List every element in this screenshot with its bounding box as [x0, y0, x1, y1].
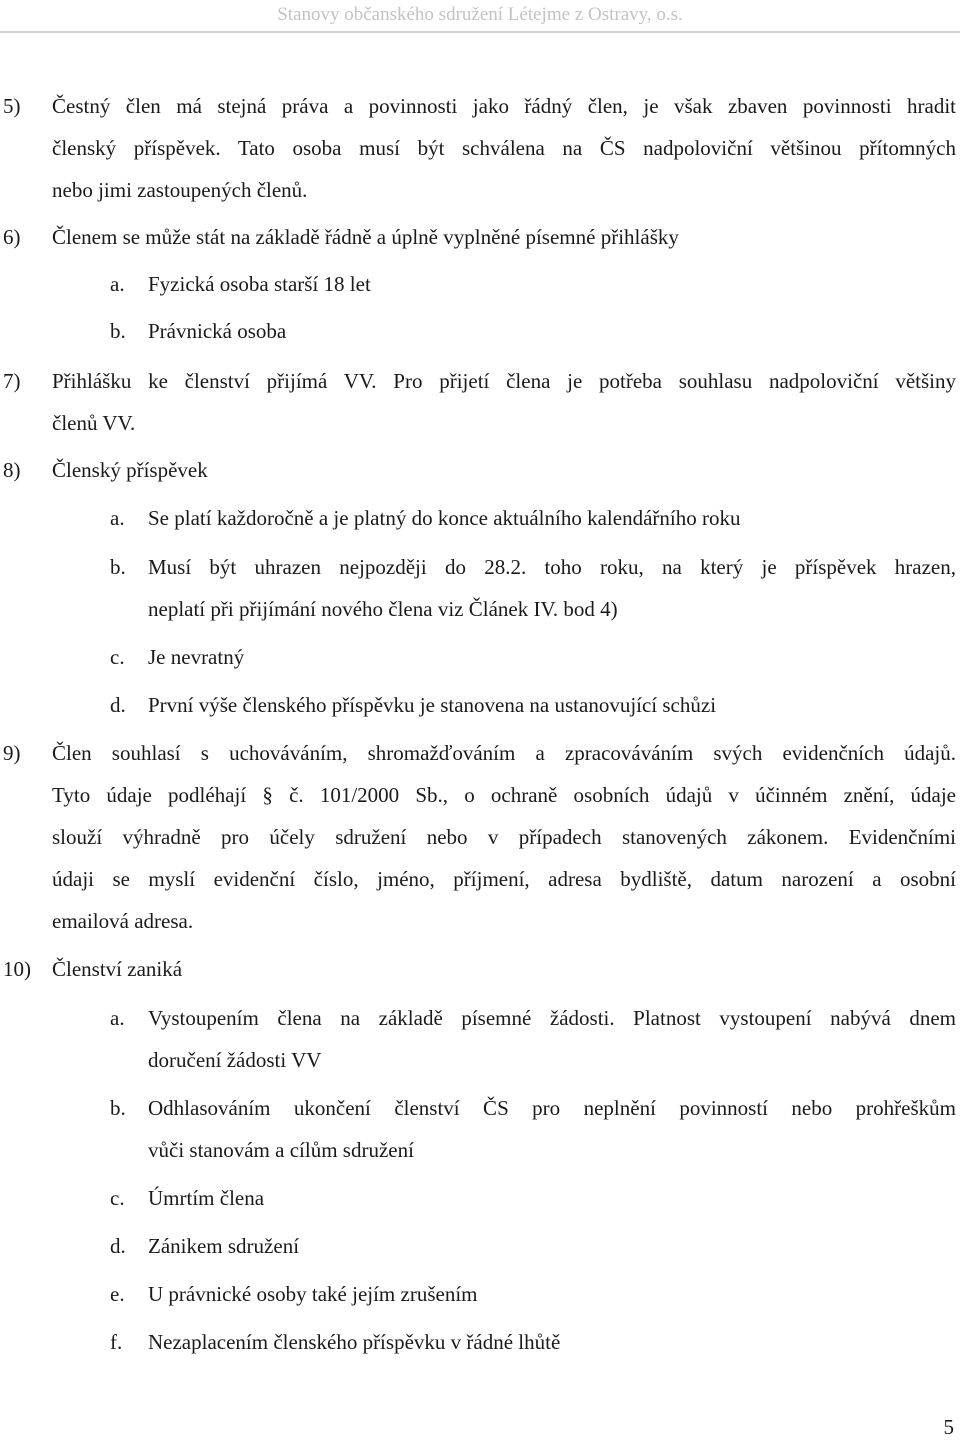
item-text: Členem se může stát na základě řádně a úplně vyplněné písemné přihlášky [52, 225, 679, 249]
text-line: Musí být uhrazen nejpozději do 28.2. toho roku, na který je příspěvek hrazen, [148, 555, 956, 579]
sub-item-text: Úmrtím člena [148, 1186, 265, 1210]
running-header: Stanovy občanského sdružení Létejme z Ostravy, o.s. [277, 4, 683, 25]
sub-item-text: Nezaplacením členského příspěvku v řádné lhůtě [148, 1330, 561, 1354]
sub-item-label: d. [110, 1234, 126, 1258]
sub-item-text [148, 546, 956, 630]
item-text: Členský příspěvek [52, 458, 208, 482]
item-number: 5) [3, 94, 21, 118]
sub-item-text [148, 997, 956, 1081]
text-line: Tyto údaje podléhají § č. 101/2000 Sb., o ochraně osobních údajů v účinném znění, údaje [52, 783, 956, 807]
text-line: neplatí při přijímání nového člena viz Článek IV. bod 4) [148, 597, 618, 621]
header-rule [0, 31, 960, 33]
text-line: Člen souhlasí s uchováváním, shromažďováním a zpracováváním svých evidenčních údajů. [52, 741, 956, 765]
sub-item-text: U právnické osoby také jejím zrušením [148, 1282, 478, 1306]
text-line: emailová adresa. [52, 909, 194, 933]
item-number: 6) [3, 225, 21, 249]
text-line: nebo jimi zastoupených členů. [52, 178, 308, 202]
page-number: 5 [943, 1415, 954, 1439]
sub-item-text: První výše členského příspěvku je stanovena na ustanovující schůzi [148, 693, 717, 717]
sub-item-text: Se platí každoročně a je platný do konce aktuálního kalendářního roku [148, 506, 741, 530]
sub-item-label: c. [110, 645, 125, 669]
item-number: 7) [3, 369, 21, 393]
sub-item-label: f. [110, 1330, 123, 1354]
sub-item-label: c. [110, 1186, 125, 1210]
sub-item-label: b. [110, 555, 126, 579]
item-number: 8) [3, 458, 21, 482]
item-number: 9) [3, 741, 21, 765]
item-number: 10) [3, 957, 31, 981]
text-line: vůči stanovám a cílům sdružení [148, 1138, 414, 1162]
text-line: doručení žádosti VV [148, 1048, 322, 1072]
sub-item-text [148, 1087, 956, 1171]
text-line: členů VV. [52, 411, 136, 435]
text-line: Čestný člen má stejná práva a povinnosti jako řádný člen, je však zbaven povinnosti hradit [52, 94, 956, 118]
sub-item-label: a. [110, 272, 125, 296]
sub-item-text: Zánikem sdružení [148, 1234, 300, 1258]
sub-item-label: b. [110, 1096, 126, 1120]
sub-item-label: a. [110, 506, 125, 530]
item-text [52, 360, 956, 444]
item-text [52, 732, 956, 942]
item-text [52, 85, 956, 211]
text-line: Odhlasováním ukončení členství ČS pro neplnění povinností nebo prohřeškům [148, 1096, 956, 1120]
sub-item-label: e. [110, 1282, 125, 1306]
sub-item-label: d. [110, 693, 126, 717]
text-line: údaji se myslí evidenční číslo, jméno, příjmení, adresa bydliště, datum narození a osobní [52, 867, 956, 891]
sub-item-text: Fyzická osoba starší 18 let [148, 272, 371, 296]
text-line: Přihlášku ke členství přijímá VV. Pro přijetí člena je potřeba souhlasu nadpoloviční většiny [52, 369, 956, 393]
text-line: slouží výhradně pro účely sdružení nebo v případech stanovených zákonem. Evidenčními [52, 825, 956, 849]
text-line: členský příspěvek. Tato osoba musí být schválena na ČS nadpoloviční většinou přítomných [52, 136, 956, 160]
text-line: Vystoupením člena na základě písemné žádosti. Platnost vystoupení nabývá dnem [148, 1006, 956, 1030]
sub-item-text: Právnická osoba [148, 319, 287, 343]
sub-item-label: b. [110, 319, 126, 343]
item-text: Členství zaniká [52, 957, 183, 981]
sub-item-text: Je nevratný [148, 645, 245, 669]
sub-item-label: a. [110, 1006, 125, 1030]
